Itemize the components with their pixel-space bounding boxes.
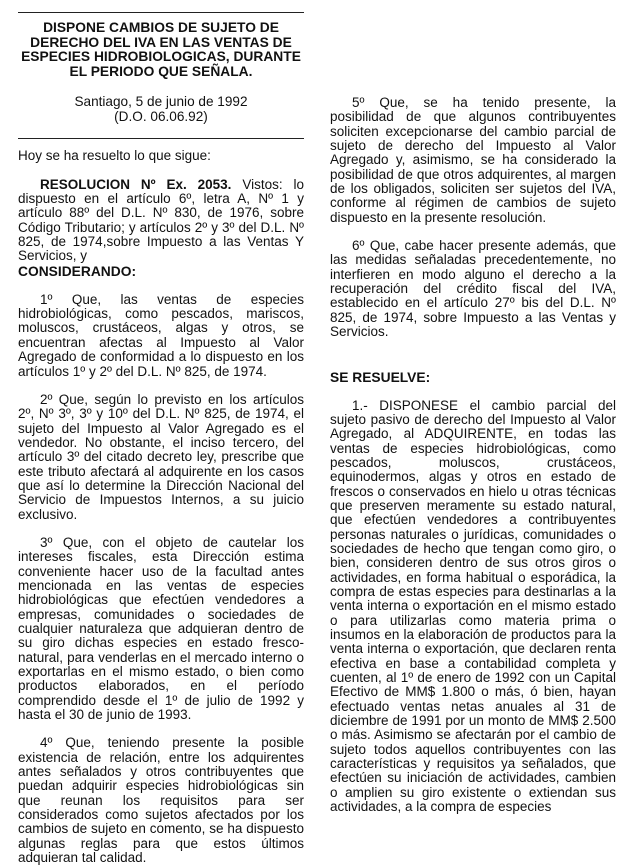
intro-text: Hoy se ha resuelto lo que sigue: (18, 148, 211, 164)
considerando-paragraph-4: 4º Que, teniendo presente la posible existencia de relación, entre los adquirentes antes señalados y otros contribuyentes que puedan adquirir especies hidrobiológicas sin que reunan los requisitos para ser considerados como sujetos afectados por los cambios de sujeto en comento, se ha dispuesto algunas reglas para que estos últimos adquieran tal calidad. (18, 735, 304, 866)
right-column (330, 0, 616, 814)
title-line: DERECHO DEL IVA EN LAS VENTAS DE (30, 34, 292, 50)
document-title (18, 21, 304, 79)
considerando-paragraph-3: 3º Que, con el objeto de cautelar los intereses fiscales, esta Dirección estima conveniente hacer uso de la facultad antes mencionada en las ventas de especies hidrobiológicas que efectúen vendedores a empresas, comunidades o sociedades de cualquier naturaleza que adquieran dentro de su giro dichas especies en estado fresco-natural, para venderlas en el mercado interno o exportarlas en el mismo estado, o bien como productos elaborados, en el período comprendido desde el 1º de julio de 1992 y hasta el 30 de junio de 1993. (18, 534, 304, 723)
resuelve-paragraph-1: 1.- DISPONESE el cambio parcial del sujeto pasivo de derecho del Impuesto al Valor Agregado, al ADQUIRENTE, en todas las ventas de especies hidrobiológicas, como pescados, moluscos, crustáceos, equinodermos, algas y otros en estado de frescos o conservados en hielo u otras técnicas que preserven meramente su estado natural, que efectúen vendedores a contribuyentes personas naturales o jurídicas, comunidades o sociedades de hecho que tengan como giro, o bien, consideren dentro de sus otros giros o actividades, en forma habitual o esporádica, la compra de estas especies para destinarlas a la venta interna o exportación en el mismo estado o para utilizarlas como materia prima o insumos en la elaboración de productos para la venta interna o exportación, que declaren renta efectiva en base a contabilidad completa y cuenten, al 1º de enero de 1992 con un Capital Efectivo de MM$ 1.800 o más, ó bien, hayan efectuado ventas netas anuales al 31 de diciembre de 1991 por un monto de MM$ 2.500 o más. Asimismo se afectarán por el cambio de sujeto todos aquellos contribuyentes con las características y requisitos ya señalados, que efectúen su iniciación de actividades, cambien o amplien su giro existente o extiendan sus actividades, a la compra de especies (330, 397, 616, 815)
dateline (18, 95, 304, 124)
middle-rule (18, 138, 304, 139)
considerando-heading: CONSIDERANDO: (18, 263, 137, 279)
resolucion-text: Vistos: lo dispuesto en el artículo 6º, letra A, Nº 1 y artículo 88º del D.L. Nº 830, de 1976, sobre Código Tributario; y artículos 2º y 3º del D.L. Nº 825, de 1974,sobre Impuesto a las Ventas Y Servicios, y (18, 176, 305, 264)
source-text: (D.O. 06.06.92) (114, 108, 208, 124)
title-line: EL PERIODO QUE SEÑALA. (69, 63, 253, 79)
title-line: DISPONE CAMBIOS DE SUJETO DE (43, 20, 279, 35)
title-line: ESPECIES HIDROBIOLOGICAS, DURANTE (21, 49, 301, 65)
date-text: Santiago, 5 de junio de 1992 (74, 94, 248, 110)
considerando-paragraph-2: 2º Que, según lo previsto en los artículos 2º, Nº 3º, 3º y 10º del D.L. Nº 825, de 1974, el sujeto del Impuesto al Valor Agregado es el vendedor. No obstante, el inciso tercero, del artículo 3º del citado decreto ley, prescribe que este tributo afectará al adquirente en los casos que así lo determine la Dirección Nacional del Servicio de Impuestos Internos, a su juicio exclusivo. (18, 391, 304, 522)
resuelve-heading: SE RESUELVE: (330, 369, 431, 385)
considerando-paragraph-5: 5º Que, se ha tenido presente, la posibilidad de que algunos contribuyentes soliciten excepcionarse del cambio parcial de sujeto de derecho del Impuesto al Valor Agregado y, asimismo, se ha considerado la posibilidad de que otros adquirentes, al margen de los obligados, soliciten ser sujetos del IVA, conforme al régimen de cambios de sujeto dispuesto en la presente resolución. (330, 95, 616, 225)
considerando-paragraph-6: 6º Que, cabe hacer presente además, que las medidas señaladas precedentemente, no interfieren en modo alguno el derecho a la recuperación del crédito fiscal del IVA, establecido en el artículo 27º bis del D.L. Nº 825, de 1974, sobre Impuesto a las Ventas y Servicios. (330, 238, 616, 340)
resolucion-label: RESOLUCION Nº Ex. 2053. (40, 176, 232, 192)
left-column (18, 0, 304, 866)
considerando-paragraph-1: 1º Que, las ventas de especies hidrobiológicas, como pescados, mariscos, moluscos, crustáceos, algas y otros, se encuentran afectas al Impuesto al Valor Agregado de conformidad a lo dispuesto en los artículos 1º y 2º del D.L. Nº 825, de 1974. (18, 291, 304, 379)
resolucion-paragraph (18, 178, 304, 264)
top-rule (18, 12, 304, 13)
